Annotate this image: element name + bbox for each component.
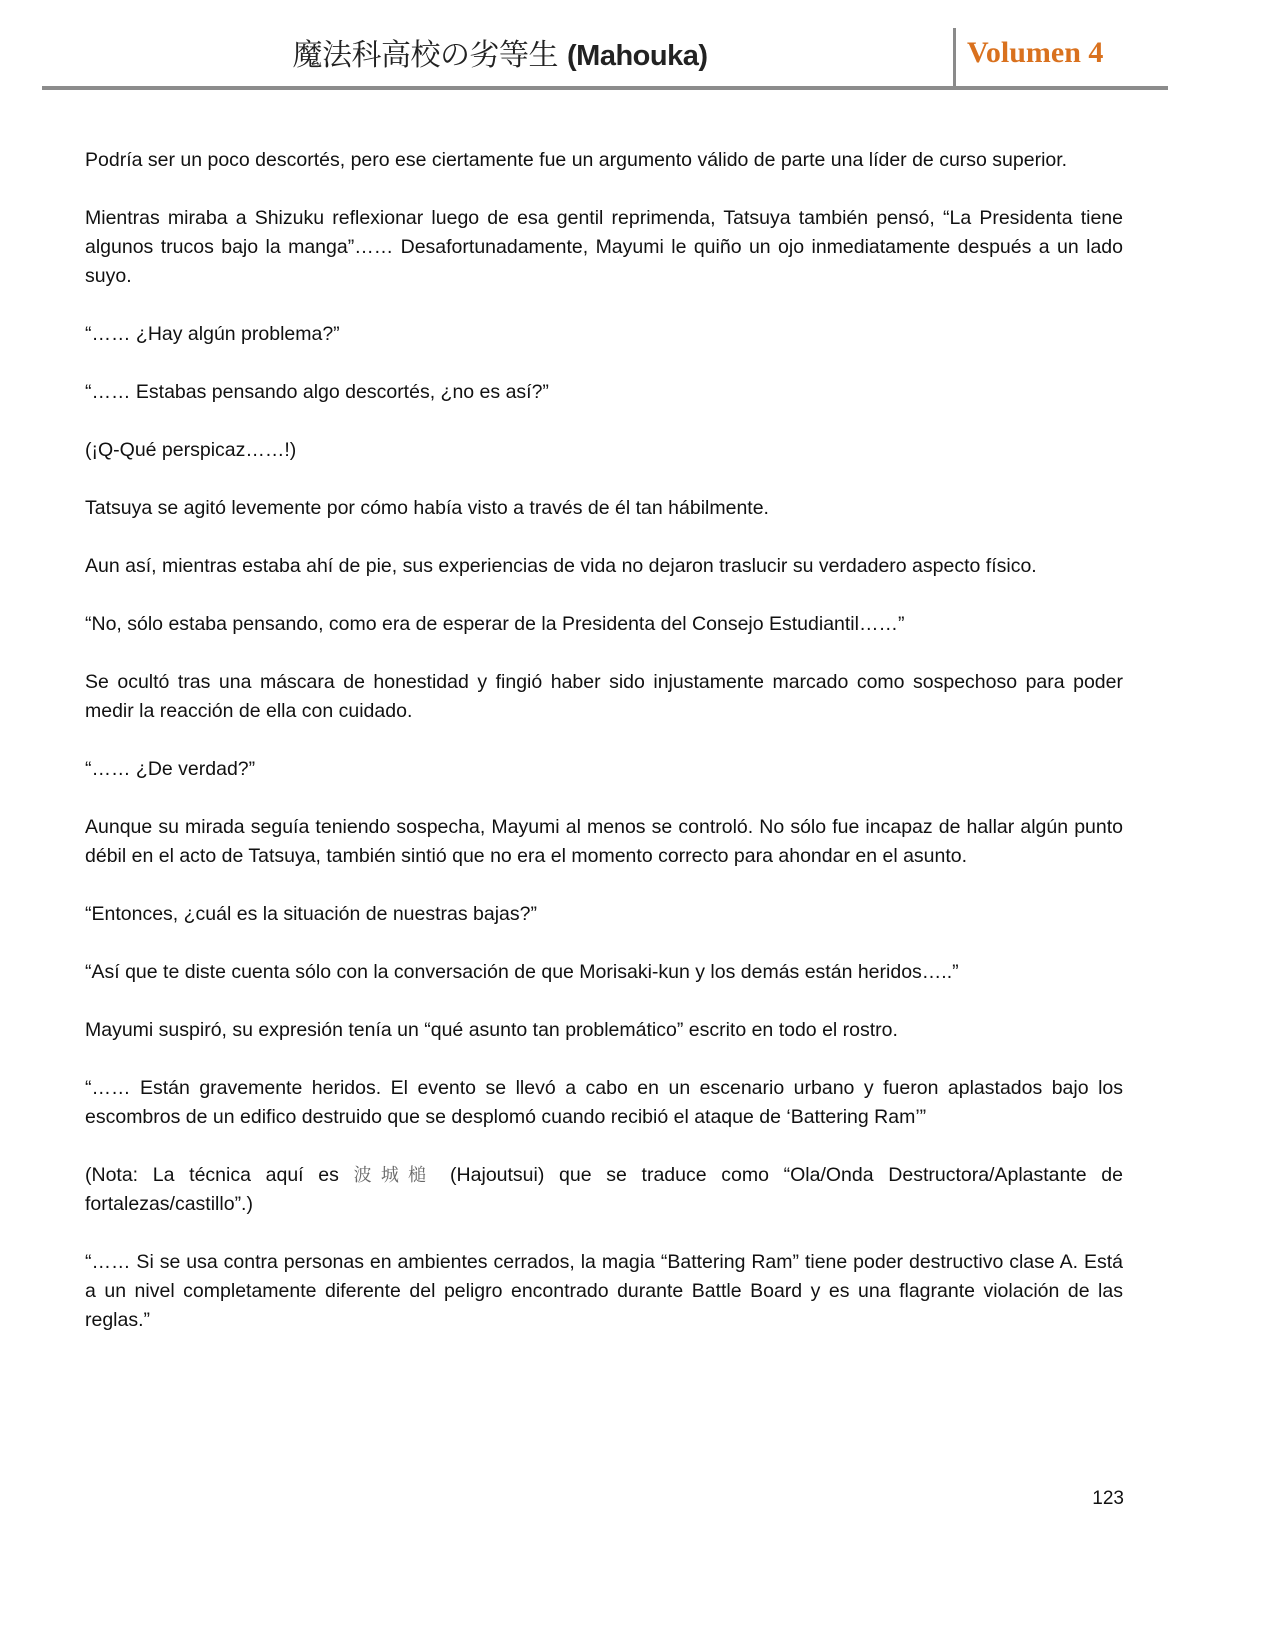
paragraph: “…… ¿De verdad?” [85,758,256,780]
book-title-japanese: 魔法科高校の劣等生 [292,38,558,73]
paragraph: Podría ser un poco descortés, pero ese ciertamente fue un argumento válido de parte una líder de curso superior. [85,149,1068,171]
paragraph: Mayumi suspiró, su expresión tenía un “qué asunto tan problemático” escrito en todo el rostro. [85,1019,898,1041]
note-japanese-term: 波城槌 [353,1165,436,1186]
paragraph: “…… Estabas pensando algo descortés, ¿no es así?” [85,381,549,403]
paragraph: Se ocultó tras una máscara de honestidad y fingió haber sido injustamente marcado como sospechoso para poder medir la reacción de ella con cuidado. [85,671,1123,722]
paragraph: “…… Si se usa contra personas en ambientes cerrados, la magia “Battering Ram” tiene poder destructivo clase A. Está a un nivel completamente diferente del peligro encontrado durante Battle Board y es una flagrante violación de las reglas.” [85,1251,1123,1331]
paragraph: Aunque su mirada seguía teniendo sospecha, Mayumi al menos se controló. No sólo fue incapaz de hallar algún punto débil en el acto de Tatsuya, también sintió que no era el momento correcto para ahondar en el asunto. [85,816,1123,867]
book-title-latin: (Mahouka) [567,40,708,72]
note-text-before: (Nota: La técnica aquí es [85,1164,354,1186]
paragraph: “…… Están gravemente heridos. El evento se llevó a cabo en un escenario urbano y fueron aplastados bajo los escombros de un edifico destruido que se desplomó cuando recibió el ataque de ‘Battering Ram’” [85,1077,1123,1128]
paragraph: “Así que te diste cuenta sólo con la conversación de que Morisaki-kun y los demás están heridos…..” [85,961,959,983]
paragraph: “No, sólo estaba pensando, como era de esperar de la Presidenta del Consejo Estudiantil……” [85,613,905,635]
volume-label: Volumen 4 [967,36,1104,69]
paragraph: (¡Q-Qué perspicaz……!) [85,439,297,461]
translator-note [85,1161,1123,1219]
paragraph: “…… ¿Hay algún problema?” [85,323,340,345]
paragraph: “Entonces, ¿cuál es la situación de nuestras bajas?” [85,903,537,925]
paragraph: Mientras miraba a Shizuku reflexionar luego de esa gentil reprimenda, Tatsuya también pensó, “La Presidenta tiene algunos trucos bajo la manga”…… Desafortunadamente, Mayumi le quiño un ojo inmediatamente después a un lado suyo. [85,207,1123,287]
paragraph: Tatsuya se agitó levemente por cómo había visto a través de él tan hábilmente. [85,497,769,519]
book-title [0,30,1000,74]
note-text-after: (Hajoutsui) que se traduce como “Ola/Onda Destructora/Aplastante de fortalezas/castillo”.) [85,1164,1124,1215]
header-divider-vertical [953,28,956,90]
page-number: 123 [1092,1488,1124,1509]
header-rule [42,86,1168,90]
paragraph: Aun así, mientras estaba ahí de pie, sus experiencias de vida no dejaron traslucir su verdadero aspecto físico. [85,555,1037,577]
page-body [85,146,1123,1335]
